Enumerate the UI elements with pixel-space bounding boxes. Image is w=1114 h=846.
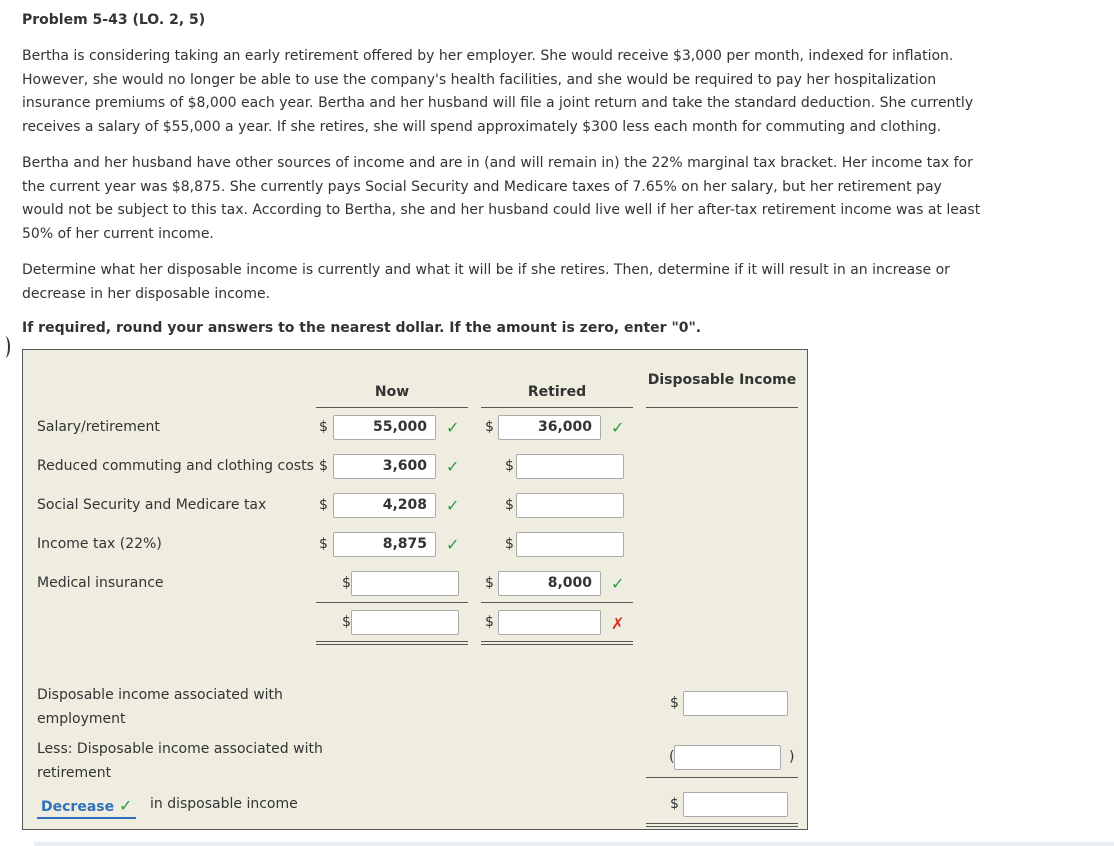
currency-sign: $ [485, 419, 494, 435]
now-total-input[interactable] [351, 610, 459, 635]
check-icon: ✓ [611, 418, 625, 437]
retirement-disposable-input[interactable] [674, 745, 781, 770]
currency-sign: $ [505, 497, 514, 513]
x-icon: ✗ [611, 614, 625, 633]
currency-sign: $ [670, 796, 679, 812]
retired-total-input[interactable] [498, 610, 601, 635]
currency-sign: $ [505, 536, 514, 552]
check-icon: ✓ [446, 535, 460, 554]
currency-sign: $ [319, 536, 328, 552]
summary-subtotal-rule [646, 777, 798, 778]
direction-dropdown[interactable] [37, 796, 136, 815]
employment-disposable-input[interactable] [683, 691, 788, 716]
retired-commuting-input[interactable] [516, 454, 624, 479]
paragraph-3-text: Determine what her disposable income is currently and what it will be if she retires. Then, determine if it will result in an increase or decrease in her disposable income. [22, 262, 950, 302]
currency-sign: $ [505, 458, 514, 474]
summary-total-double-rule [646, 823, 798, 827]
direction-select-value: Decrease [41, 799, 115, 815]
now-header-rule [316, 407, 468, 408]
currency-sign: $ [319, 497, 328, 513]
label-employment-disposable [37, 683, 283, 731]
disposable-header-rule [646, 407, 798, 408]
currency-sign: $ [485, 614, 494, 630]
now-income-tax-input[interactable]: 8,875 [333, 532, 436, 557]
left-edge-bracket [0, 336, 10, 358]
now-social-security-input[interactable]: 4,208 [333, 493, 436, 518]
currency-sign: $ [319, 419, 328, 435]
label-line: employment [37, 711, 126, 727]
col-header-retired: Retired [527, 384, 587, 400]
direction-suffix-label: in disposable income [150, 796, 298, 812]
row-label-medical-insurance: Medical insurance [37, 575, 164, 591]
now-total-double-rule [316, 641, 468, 645]
check-icon: ✓ [446, 418, 460, 437]
rounding-instruction: If required, round your answers to the nearest dollar. If the amount is zero, enter "0". [22, 320, 702, 336]
bottom-divider [34, 842, 1114, 846]
label-retirement-disposable [37, 737, 323, 785]
now-subtotal-rule [316, 602, 468, 603]
label-line: retirement [37, 765, 112, 781]
problem-title: Problem 5-43 (LO. 2, 5) [22, 12, 206, 28]
problem-paragraph-1 [22, 45, 987, 140]
close-paren: ) [789, 749, 795, 765]
open-paren: ( [669, 749, 675, 765]
row-label-salary: Salary/retirement [37, 419, 160, 435]
currency-sign: $ [342, 575, 351, 591]
label-line: Less: Disposable income associated with [37, 741, 323, 757]
check-icon: ✓ [446, 457, 460, 476]
now-commuting-input[interactable]: 3,600 [333, 454, 436, 479]
now-salary-input[interactable]: 55,000 [333, 415, 436, 440]
check-icon: ✓ [611, 574, 625, 593]
now-medical-insurance-input[interactable] [351, 571, 459, 596]
problem-paragraph-2 [22, 152, 987, 247]
currency-sign: $ [319, 458, 328, 474]
problem-paragraph-3 [22, 259, 987, 306]
currency-sign: $ [342, 614, 351, 630]
row-label-income-tax: Income tax (22%) [37, 536, 162, 552]
net-disposable-change-input[interactable] [683, 792, 788, 817]
label-line: Disposable income associated with [37, 687, 283, 703]
direction-select[interactable] [37, 796, 136, 819]
retired-salary-input[interactable]: 36,000 [498, 415, 601, 440]
currency-sign: $ [485, 575, 494, 591]
currency-sign: $ [670, 695, 679, 711]
paragraph-2-text: Bertha and her husband have other sources of income and are in (and will remain in) the 22% marginal tax bracket. Her income tax for the current year was $8,875. She currently pays Social Security and Medicare taxes of 7.65% on her salary, but her retirement pay would not be subject to this tax. According to Bertha, she and her husband could live well if her after-tax retirement income was at least 50% of her current income. [22, 155, 981, 243]
paragraph-1-text: Bertha is considering taking an early retirement offered by her employer. She would receive $3,000 per month, indexed for inflation. However, she would no longer be able to use the company's health facilities, and she would be required to pay her hospitalization insurance premiums of $8,000 each year. Bertha and her husband will file a joint return and take the standard deduction. She currently receives a salary of $55,000 a year. If she retires, she will spend approximately $300 less each month for commuting and clothing. [22, 48, 974, 136]
col-header-disposable-income: Disposable Income [647, 372, 797, 388]
retired-subtotal-rule [481, 602, 633, 603]
retired-header-rule [481, 407, 633, 408]
retired-medical-insurance-input[interactable]: 8,000 [498, 571, 601, 596]
check-icon: ✓ [118, 796, 133, 815]
check-icon: ✓ [446, 496, 460, 515]
retired-social-security-input[interactable] [516, 493, 624, 518]
retired-total-double-rule [481, 641, 633, 645]
row-label-commuting: Reduced commuting and clothing costs [37, 458, 314, 474]
retired-income-tax-input[interactable] [516, 532, 624, 557]
row-label-social-security: Social Security and Medicare tax [37, 497, 267, 513]
col-header-now: Now [374, 384, 410, 400]
